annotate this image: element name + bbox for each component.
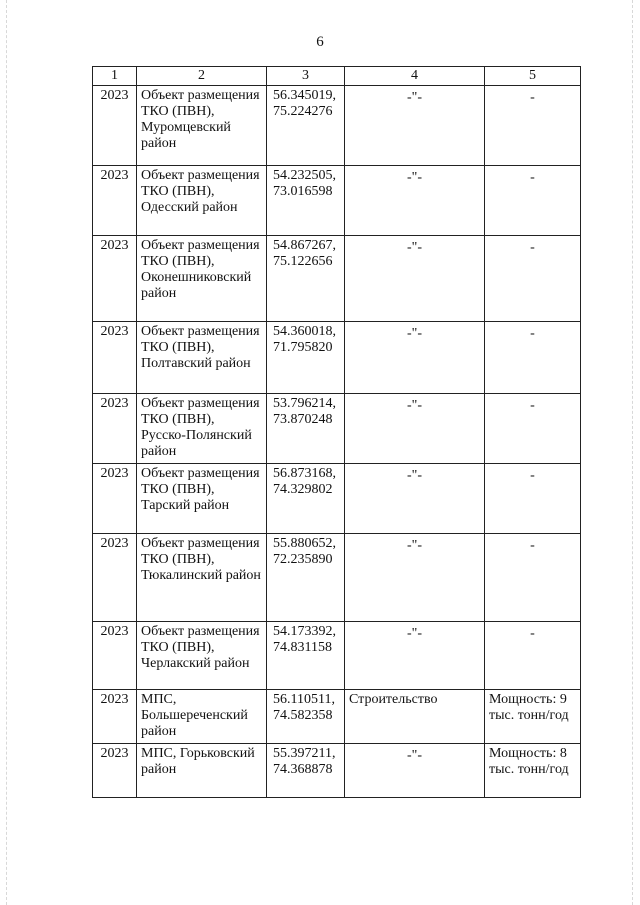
table-row	[93, 394, 581, 464]
table-header-row	[93, 67, 581, 86]
action-cell: -"-	[345, 622, 485, 690]
coordinates-cell: 56.873168, 74.329802	[267, 464, 345, 534]
year-cell: 2023	[93, 394, 137, 464]
action-cell: -"-	[345, 464, 485, 534]
table-row	[93, 622, 581, 690]
capacity-cell: Мощность: 8 тыс. тонн/год	[485, 744, 581, 798]
facilities-table	[92, 66, 581, 798]
year-cell: 2023	[93, 166, 137, 236]
page-number: 6	[316, 34, 324, 50]
coordinates-cell: 55.397211, 74.368878	[267, 744, 345, 798]
object-cell: МПС, Горьковский район	[137, 744, 267, 798]
action-cell: -"-	[345, 166, 485, 236]
object-cell: Объект размещения ТКО (ПВН), Тарский район	[137, 464, 267, 534]
action-cell: Строительство	[345, 690, 485, 744]
year-cell: 2023	[93, 534, 137, 622]
table-row	[93, 690, 581, 744]
action-cell: -"-	[345, 236, 485, 322]
capacity-cell: -	[485, 534, 581, 622]
year-cell: 2023	[93, 464, 137, 534]
scan-edge-right	[632, 0, 633, 905]
capacity-cell: -	[485, 86, 581, 166]
coordinates-cell: 54.232505, 73.016598	[267, 166, 345, 236]
table-row	[93, 534, 581, 622]
year-cell: 2023	[93, 322, 137, 394]
action-cell: -"-	[345, 86, 485, 166]
table-row	[93, 236, 581, 322]
year-cell: 2023	[93, 86, 137, 166]
object-cell: МПС, Большереченский район	[137, 690, 267, 744]
scan-edge-left	[6, 0, 7, 905]
table-row	[93, 166, 581, 236]
capacity-cell: -	[485, 394, 581, 464]
capacity-cell: Мощность: 9 тыс. тонн/год	[485, 690, 581, 744]
capacity-cell: -	[485, 166, 581, 236]
column-header: 3	[267, 67, 345, 86]
capacity-cell: -	[485, 464, 581, 534]
object-cell: Объект размещения ТКО (ПВН), Оконешниковский район	[137, 236, 267, 322]
coordinates-cell: 56.345019, 75.224276	[267, 86, 345, 166]
year-cell: 2023	[93, 744, 137, 798]
table-row	[93, 744, 581, 798]
coordinates-cell: 54.173392, 74.831158	[267, 622, 345, 690]
action-cell: -"-	[345, 534, 485, 622]
coordinates-cell: 55.880652, 72.235890	[267, 534, 345, 622]
coordinates-cell: 54.867267, 75.122656	[267, 236, 345, 322]
coordinates-cell: 53.796214, 73.870248	[267, 394, 345, 464]
column-header: 5	[485, 67, 581, 86]
column-header: 4	[345, 67, 485, 86]
object-cell: Объект размещения ТКО (ПВН), Русско-Полянский район	[137, 394, 267, 464]
table-row	[93, 464, 581, 534]
table-row	[93, 86, 581, 166]
capacity-cell: -	[485, 236, 581, 322]
year-cell: 2023	[93, 236, 137, 322]
object-cell: Объект размещения ТКО (ПВН), Черлакский район	[137, 622, 267, 690]
year-cell: 2023	[93, 690, 137, 744]
coordinates-cell: 54.360018, 71.795820	[267, 322, 345, 394]
column-header: 1	[93, 67, 137, 86]
action-cell: -"-	[345, 744, 485, 798]
action-cell: -"-	[345, 322, 485, 394]
object-cell: Объект размещения ТКО (ПВН), Одесский район	[137, 166, 267, 236]
column-header: 2	[137, 67, 267, 86]
capacity-cell: -	[485, 622, 581, 690]
object-cell: Объект размещения ТКО (ПВН), Тюкалинский район	[137, 534, 267, 622]
capacity-cell: -	[485, 322, 581, 394]
action-cell: -"-	[345, 394, 485, 464]
coordinates-cell: 56.110511, 74.582358	[267, 690, 345, 744]
table-row	[93, 322, 581, 394]
object-cell: Объект размещения ТКО (ПВН), Муромцевский район	[137, 86, 267, 166]
year-cell: 2023	[93, 622, 137, 690]
object-cell: Объект размещения ТКО (ПВН), Полтавский район	[137, 322, 267, 394]
